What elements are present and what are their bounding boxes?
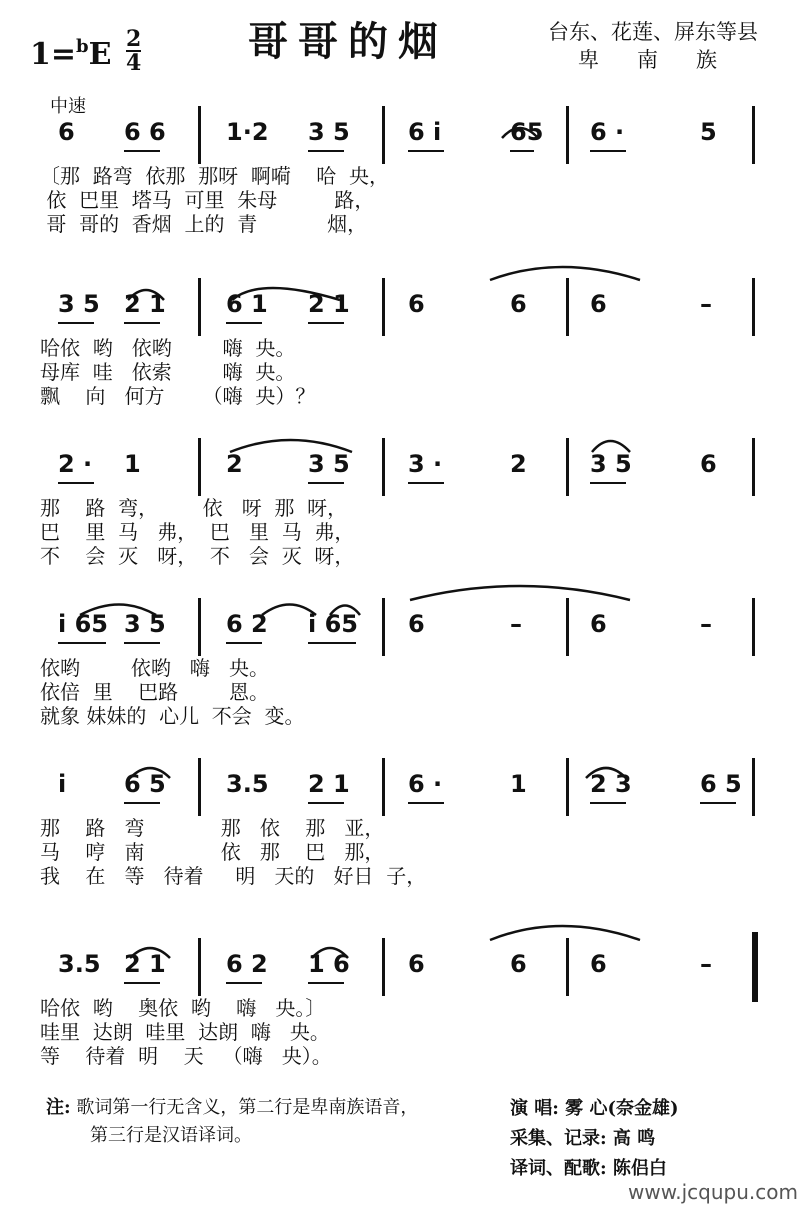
lyric-line: 那 路 弯 那 依 那 亚，	[40, 816, 385, 840]
note: 3 5	[308, 118, 350, 146]
note: 3.5	[58, 950, 101, 978]
key-prefix: 1=	[30, 37, 77, 72]
lyric-line: 哈依 哟 奥依 哟 嗨 央。〕	[40, 996, 326, 1020]
note: 6 1	[226, 290, 268, 318]
beam-underline	[124, 802, 160, 804]
note: 6 6	[124, 118, 166, 146]
note: 3 5	[308, 450, 350, 478]
lyric-line: 母库 哇 依索 嗨 央。	[40, 360, 296, 384]
origin-region: 台东、花莲、屏东等县	[548, 20, 758, 44]
note: 2 1	[124, 950, 166, 978]
note: 6	[58, 118, 75, 146]
time-bottom: 4	[125, 50, 142, 76]
note: –	[700, 950, 712, 978]
beam-underline	[408, 482, 444, 484]
barline	[566, 106, 569, 164]
credit-translator: 译词、配歌: 陈侣白	[510, 1158, 667, 1179]
lyric-line: 我 在 等 待着 明 天的 好日 子，	[40, 864, 427, 888]
note: 1·2	[226, 118, 269, 146]
key-signature	[30, 28, 141, 74]
score-system	[0, 290, 806, 440]
note: 65	[510, 118, 544, 146]
beam-underline	[590, 802, 626, 804]
beam-underline	[308, 482, 344, 484]
beam-underline	[226, 982, 262, 984]
score-system	[0, 610, 806, 760]
barline	[566, 598, 569, 656]
score-system	[0, 450, 806, 600]
barline	[198, 278, 201, 336]
lyric-line: 依 巴里 塔马 可里 朱母 路，	[40, 188, 375, 212]
barline	[382, 758, 385, 816]
beam-underline	[124, 642, 160, 644]
note: 3 ·	[408, 450, 443, 478]
barline	[382, 598, 385, 656]
note: 2 1	[308, 290, 350, 318]
origin-people: 卑南族	[578, 48, 755, 72]
key-note: E	[88, 37, 112, 72]
note: 6 2	[226, 610, 268, 638]
barline	[566, 758, 569, 816]
lyric-line: 等 待着 明 天 （嗨 央）。	[40, 1044, 332, 1068]
note: 1 6	[308, 950, 350, 978]
note: 3.5	[226, 770, 269, 798]
lyric-line: 哇里 达朗 哇里 达朗 嗨 央。	[40, 1020, 330, 1044]
note: 6	[590, 950, 607, 978]
beam-underline	[590, 150, 626, 152]
beam-underline	[700, 802, 736, 804]
note: 6 2	[226, 950, 268, 978]
lyric-line: 那 路 弯， 依 呀 那 呀，	[40, 496, 348, 520]
beam-underline	[590, 482, 626, 484]
beam-underline	[408, 150, 444, 152]
beam-underline	[308, 982, 344, 984]
barline	[752, 598, 755, 656]
credit-performer: 演 唱: 雾 心(奈金雄)	[510, 1098, 679, 1119]
lyric-line: 依倍 里 巴路 恩。	[40, 680, 270, 704]
note: 3 5	[58, 290, 100, 318]
note: i	[58, 770, 67, 798]
barline	[566, 278, 569, 336]
note: 6	[408, 610, 425, 638]
note: 6 ·	[408, 770, 443, 798]
time-top: 2	[125, 26, 142, 52]
beam-underline	[124, 982, 160, 984]
barline	[752, 438, 755, 496]
beam-underline	[308, 150, 344, 152]
lyric-line: 哈依 哟 依哟 嗨 央。	[40, 336, 296, 360]
score-system	[0, 950, 806, 1100]
note: 6 5	[124, 770, 166, 798]
flat-sign: b	[76, 36, 89, 57]
score-system	[0, 770, 806, 920]
barline	[382, 106, 385, 164]
note: 6	[510, 950, 527, 978]
barline	[198, 106, 201, 164]
lyric-line: 不 会 灭 呀， 不 会 灭 呀，	[40, 544, 355, 568]
note: 6	[590, 290, 607, 318]
beam-underline	[308, 802, 344, 804]
slur	[490, 267, 640, 280]
note: 2 1	[308, 770, 350, 798]
barline	[752, 758, 755, 816]
beam-underline	[58, 482, 94, 484]
note: 6	[700, 450, 717, 478]
note: 2	[226, 450, 243, 478]
note: 6	[408, 950, 425, 978]
note: 3 5	[590, 450, 632, 478]
beam-underline	[58, 322, 94, 324]
credit-collector: 采集、记录: 高 鸣	[510, 1128, 656, 1149]
barline	[198, 758, 201, 816]
note: 2	[510, 450, 527, 478]
note: 2 1	[124, 290, 166, 318]
note: 6 ·	[590, 118, 625, 146]
page-title: 哥哥的烟	[248, 18, 448, 65]
note: 6	[510, 290, 527, 318]
note: 6 i	[408, 118, 442, 146]
beam-underline	[226, 642, 262, 644]
lyric-line: 马 哼 南 依 那 巴 那，	[40, 840, 385, 864]
note: 2 ·	[58, 450, 93, 478]
beam-underline	[408, 802, 444, 804]
note: 3 5	[124, 610, 166, 638]
slur	[490, 926, 640, 940]
beam-underline	[308, 642, 356, 644]
beam-underline	[124, 322, 160, 324]
lyric-line: 飘 向 何方 （嗨 央）？	[40, 384, 316, 408]
lyric-line: 哥 哥的 香烟 上的 青 烟，	[40, 212, 368, 236]
footnote	[46, 1094, 418, 1150]
note: i 65	[308, 610, 358, 638]
watermark: www.jcqupu.com	[628, 1180, 798, 1204]
note: –	[510, 610, 522, 638]
beam-underline	[58, 642, 106, 644]
barline	[382, 938, 385, 996]
barline	[566, 438, 569, 496]
time-signature	[126, 28, 141, 74]
note: –	[700, 610, 712, 638]
credits	[510, 1094, 678, 1184]
beam-underline	[226, 322, 262, 324]
footnote-line: 歌词第一行无含义，第二行是卑南族语音，	[76, 1097, 419, 1118]
note: 6 5	[700, 770, 742, 798]
footnote-label: 注:	[46, 1097, 71, 1118]
lyric-line: 〔那 路弯 依那 那呀 啊嗬 哈 央，	[40, 164, 390, 188]
barline	[198, 938, 201, 996]
note: 5	[700, 118, 717, 146]
note: 1	[124, 450, 141, 478]
barline	[752, 932, 758, 1002]
barline	[752, 106, 755, 164]
tempo-marking: 中速	[50, 96, 86, 117]
song-origin	[548, 18, 758, 74]
note: 2 3	[590, 770, 632, 798]
note: –	[700, 290, 712, 318]
note: 6	[590, 610, 607, 638]
note: 1	[510, 770, 527, 798]
beam-underline	[510, 150, 534, 152]
barline	[198, 438, 201, 496]
barline	[382, 278, 385, 336]
footnote-line: 第三行是汉语译词。	[90, 1125, 252, 1146]
note: i 65	[58, 610, 108, 638]
lyric-line: 巴 里 马 弗， 巴 里 马 弗，	[40, 520, 355, 544]
barline	[198, 598, 201, 656]
lyric-line: 就象 妹妹的 心儿 不会 变。	[40, 704, 305, 728]
lyric-line: 依哟 依哟 嗨 央。	[40, 656, 270, 680]
barline	[382, 438, 385, 496]
beam-underline	[308, 322, 344, 324]
note: 6	[408, 290, 425, 318]
barline	[752, 278, 755, 336]
barline	[566, 938, 569, 996]
score-system	[0, 118, 806, 268]
beam-underline	[124, 150, 160, 152]
